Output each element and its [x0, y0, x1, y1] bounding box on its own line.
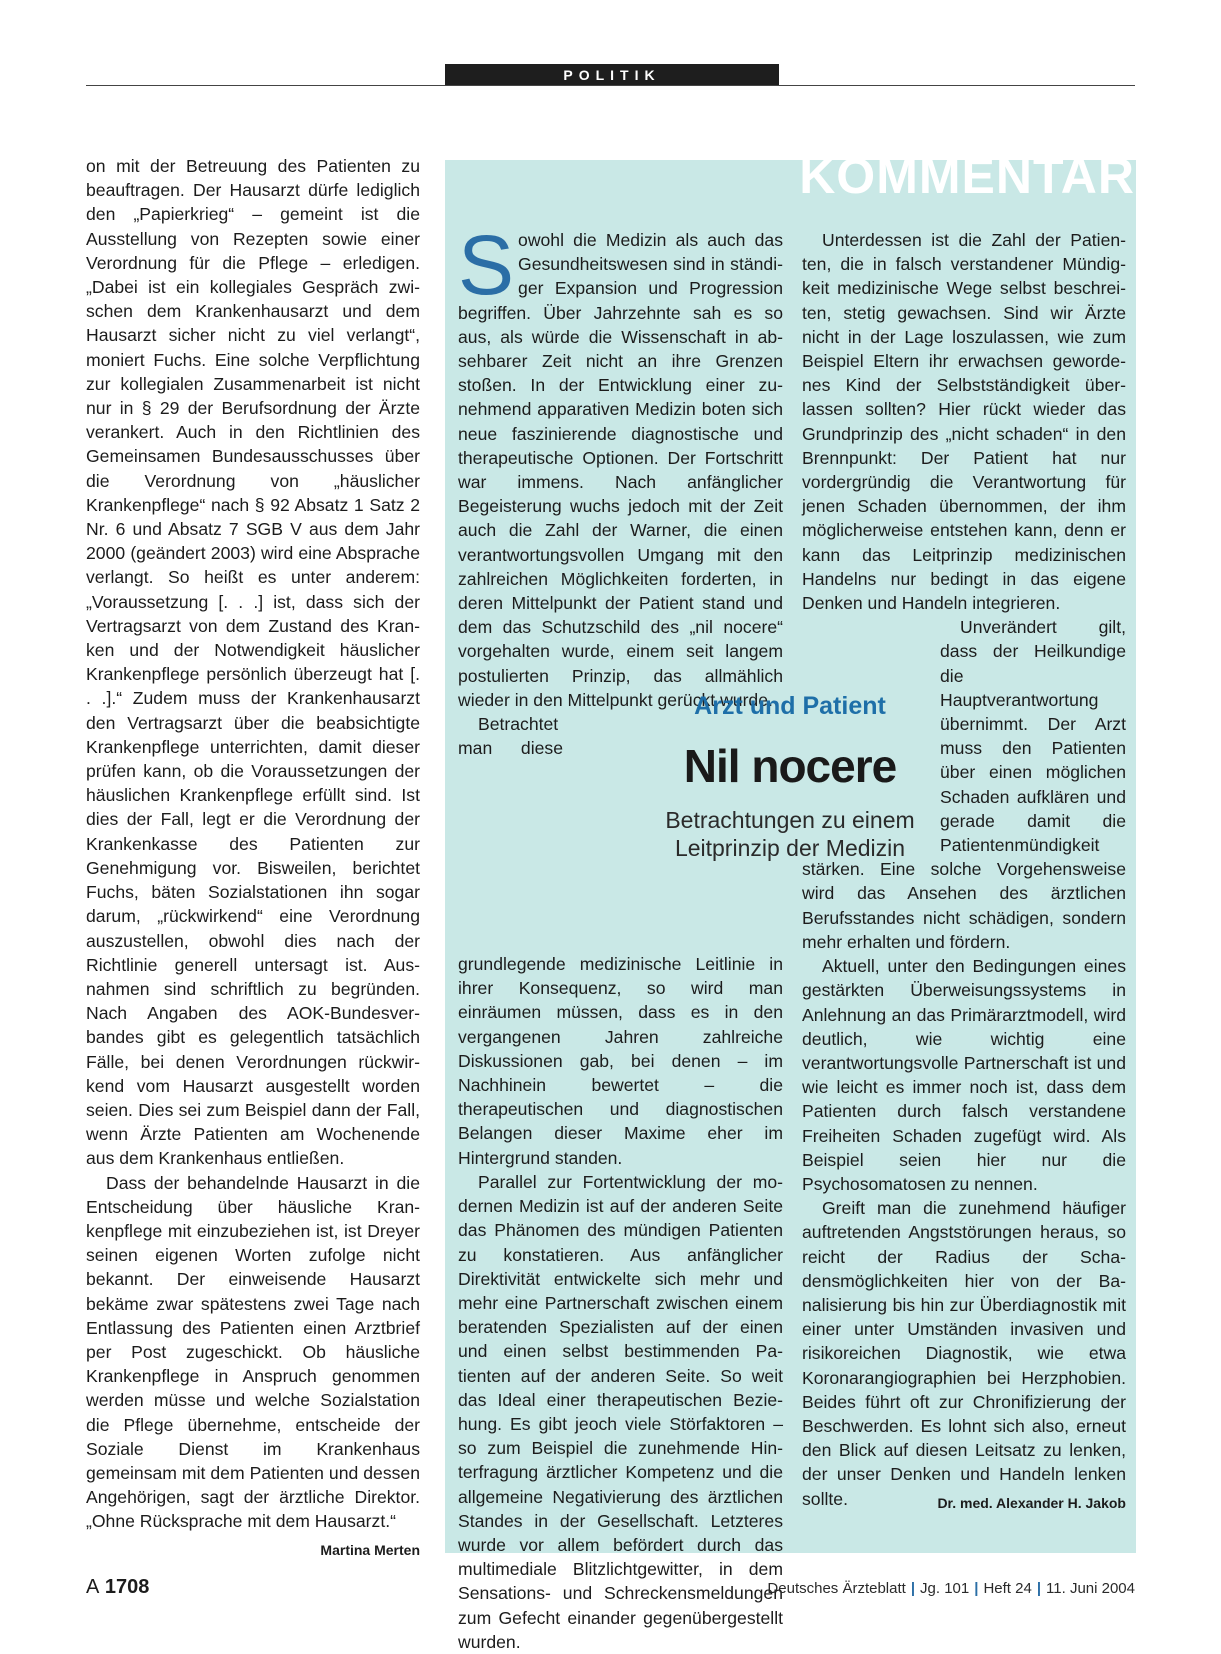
section-label: POLITIK: [445, 64, 779, 86]
commentary-paragraph-5-text: Unverändert gilt, dass der Heilkundige die Hauptverantwortung übernimmt. Der Arzt muss den Patienten über einen möglichen Schaden aufklären und gerade damit die Patientenmündigkeit stärken. Eine solche Vorgehensweise wird das Ansehen des ärztlichen Berufsstandes nicht schädigen, sondern mehr erhalten und fördern.: [802, 617, 1126, 952]
page-number: [86, 1576, 149, 1599]
author-byline: Martina Merten: [320, 1541, 420, 1558]
journal-name: Deutsches Ärzteblatt: [767, 1580, 906, 1597]
page-prefix: A: [86, 1576, 100, 1598]
page-number-value: 1708: [104, 1576, 150, 1598]
separator: |: [974, 1580, 979, 1597]
journal-date: 11. Juni 2004: [1046, 1580, 1135, 1597]
left-paragraph-1: on mit der Betreuung des Patienten zu beauftragen. Der Hausarzt dürfe lediglich den „Papierkrieg“ – gemeint ist die Ausstellung von Rezepten sowie einer Verordnung für die Pflege – erledigen. „Dabei ist ein kollegiales Gespräch zwischen dem Krankenhausarzt und dem Hausarzt sicher nicht zu viel verlangt“, moniert Fuchs. Eine solche Verpflichtung zur kollegialen Zusammenarbeit ist nicht nur in § 29 der Berufsordnung der Ärzte verankert. Auch in den Richtlinien des Gemeinsamen Bundesausschusses über die Verordnung von „häuslicher Krankenpflege“ nach § 92 Absatz 1 Satz 2 Nr. 6 und Absatz 7 SGB V aus dem Jahr 2000 (geändert 2003) wird eine Absprache verlangt. So heißt es unter anderem: „Voraussetzung [. . .] ist, dass sich der Vertragsarzt von dem Zustand des Kranken und der Notwendigkeit häuslicher Krankenpflege persönlich überzeugt hat [. . .].“ Zudem muss der Krankenhausarzt den Vertragsarzt über die beabsichtigte Krankenpflege unterrichten, damit dieser prüfen kann, ob die Voraussetzungen der häuslichen Krankenpflege erfüllt sind. Ist dies der Fall, legt er die Verordnung der Krankenkasse des Patienten zur Genehmigung vor. Bisweilen, berichtet Fuchs, bäten Sozialstationen ihn sogar darum, „rückwirkend“ eine Verordnung auszustellen, obwohl dies nach der Richtlinie generell untersagt ist. Ausnahmen sind schriftlich zu begründen. Nach Angaben des AOK-Bundesverbandes gibt es gelegentlich tatsächlich Fälle, bei denen Verordnungen rückwirkend vom Hausarzt ausgestellt worden seien. Dies sei zum Beispiel dann der Fall, wenn Ärzte Patienten am Wochenende aus dem Krankenhaus entließen.: [86, 156, 420, 1169]
commentary-paragraph-7-text: Greift man die zunehmend häufiger auftretenden Angststörungen heraus, so reicht der Radius der Schadensmöglichkeiten hier von der Banalisierung bis hin zur Überdiagnostik mit einer unter Umständen invasiven und risikoreichen Diagnostik, wie etwa Koronarangiographien bei Herzphobien. Beides führt oft zur Chronifizierung der Beschwerden. Es lohnt sich also, erneut den Blick auf diesen Leitsatz zu lenken, der unser Denken und Handeln lenken sollte.: [802, 1198, 1126, 1509]
commentary-paragraph-4: Unterdessen ist die Zahl der Patienten, die in falsch verstandener Mündigkeit medizinische Wege selbst beschreiten, stetig gewachsen. Sind wir Ärzte nicht in der Lage loszulassen, wie zum Beispiel Eltern ihr erwachsen gewordenes Kind der Selbstständigkeit überlassen sollten? Hier rückt wieder das Grundprinzip des „nicht schaden“ in den Brennpunkt: Der Patient hat nur vordergründig die Verantwortung für jenen Schaden übernommen, der ihm möglicherweise entstehen kann, denn er kann das Leitprinzip medizinischen Handelns nur bedingt in das eigene Denken und Handeln integrieren.: [802, 230, 1126, 614]
commentary-paragraph-1-text: owohl die Medizin als auch das Gesundheitswesen sind in ständiger Expansion und Progression begriffen. Über Jahrzehnte sah es so aus, als würde die Wissenschaft in absehbarer Zeit nicht an ihre Grenzen stoßen. In der Entwicklung einer zunehmend apparativen Medizin boten sich neue faszinierende diagnostische und therapeutische Optionen. Der Fortschritt war immens. Nach anfänglicher Begeisterung wuchs jedoch mit der Zeit auch die Zahl der Warner, die einen verantwortungsvollen Umgang mit den zahlreichen Möglichkeiten forderten, in deren Mittelpunkt der Patient stand und dem das Schutzschild des „nil nocere“ vorgehalten wurde, einem seit langem postulierten Prinzip, das allmählich wieder in den Mittelpunkt gerückt wurde.: [458, 230, 783, 710]
commentary-paragraph-7: [802, 1196, 1126, 1511]
commentary-paragraph-1: [458, 218, 783, 712]
commentary-kicker: Arzt und Patient: [694, 692, 886, 720]
journal-issue: Heft 24: [983, 1580, 1032, 1597]
commentary-right-column: [802, 228, 1126, 1515]
commentary-middle-column: [458, 218, 783, 1654]
commentary-label: KOMMENTAR: [799, 148, 1135, 204]
commentary-headline: Nil nocere: [683, 740, 897, 792]
separator: |: [1036, 1580, 1042, 1597]
left-article-column: [86, 154, 420, 1562]
commentary-paragraph-3: Parallel zur Fortentwicklung der modernen Medizin ist auf der anderen Seite das Phänomen des mündigen Patienten zu konstatieren. Aus anfänglicher Direktivität entwickelte sich mehr und mehr eine Partnerschaft zwischen einem beratenden Spezialisten auf der einen und einen selbst bestimmenden Patienten auf der anderen Seite. So weit das Ideal einer therapeutischen Beziehung. Es gibt jeoch viele Störfaktoren – so zum Beispiel die zunehmende Hinterfragung ärztlicher Kompetenz und die allgemeine Negativierung des ärztlichen Standes in der Gesellschaft. Letzteres wurde vor allem befördert durch das multimediale Blitzlichtgewitter, in dem Sensations- und Schreckensmeldungen zum Gefecht einander gegenübergestellt wurden.: [458, 1171, 783, 1652]
commentary-subheadline: Betrachtungen zu einem Leitprinzip der Medizin: [665, 807, 915, 861]
drop-cap: S: [458, 218, 515, 312]
commentary-title-block: [660, 690, 920, 862]
journal-volume: Jg. 101: [920, 1580, 970, 1597]
commentary-paragraph-2: Betrachtet man diese grundlegende medizinische Leitlinie in ihrer Konsequenz, so wird man einräumen müssen, dass es in den vergangenen Jahren zahlreiche Diskussionen gab, bei denen – im Nachhinein bewertet – die therapeutischen und diagnostischen Belangen dieser Maxime eher im Hintergrund standen.: [458, 714, 783, 1168]
footer-source: [767, 1580, 1135, 1597]
left-paragraph-2: [86, 1171, 420, 1558]
left-paragraph-2-text: Dass der behandelnde Hausarzt in die Entscheidung über häusliche Krankenpflege mit einzubeziehen ist, ist Dreyer seinen eigenen Worten zufolge nicht bekannt. Der einweisende Hausarzt bekäme zwar spätestens zwei Tage nach Entlassung des Patienten einen Arztbrief per Post zugeschickt. Ob häusliche Krankenpflege in Anspruch genommen werden müsse und welche Sozialstation die Pflege übernehme, entscheide der Soziale Dienst im Krankenhaus gemeinsam mit dem Patienten und dessen Angehörigen, sagt der ärztliche Direktor. „Ohne Rücksprache mit dem Hausarzt.“: [86, 1172, 420, 1532]
commentary-paragraph-6: Aktuell, unter den Bedingungen eines gestärkten Überweisungssystems in Anlehnung an das Primärarztmodell, wird deutlich, wie wichtig eine verantwortungsvolle Partnerschaft ist und wie leicht es immer noch ist, dass dem Patienten durch falsch verstandene Freiheiten Schaden zugefügt wird. Als Beispiel seien hier nur die Psychosomatosen zu nennen.: [802, 956, 1126, 1194]
header-rule: [86, 85, 1135, 86]
commentary-author: Dr. med. Alexander H. Jakob: [937, 1494, 1126, 1511]
separator: |: [910, 1580, 916, 1597]
